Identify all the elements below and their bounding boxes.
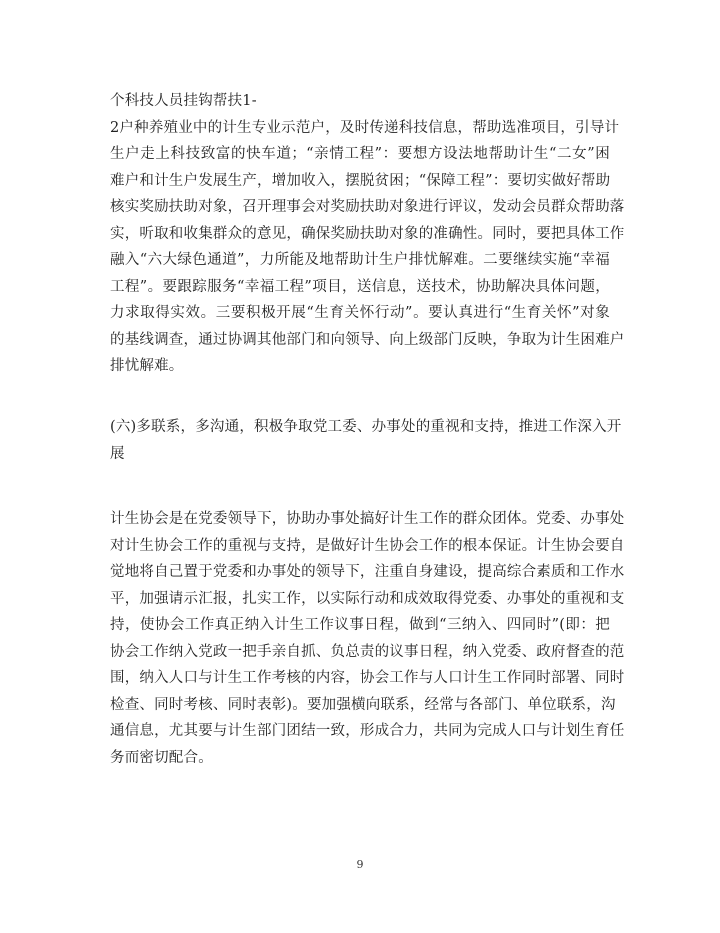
text-line: 围，纳入人口与计生工作考核的内容，协会工作与人口计生工作同时部署、同时 xyxy=(110,670,625,686)
text-line: 生户走上科技致富的快车道；“亲情工程”：要想方设法地帮助计生“二女”困 xyxy=(110,146,610,162)
text-line: 2户种养殖业中的计生专业示范户，及时传递科技信息，帮助选准项目，引导计 xyxy=(110,119,620,136)
text-line: 力求取得实效。三要积极开展“生育关怀行动”。要认真进行“生育关怀”对象 xyxy=(110,305,610,321)
text-line: 对计生协会工作的重视与支持，是做好计生协会工作的根本保证。计生协会要自 xyxy=(110,537,625,554)
text-line: 实，听取和收集群众的意见，确保奖励扶助对象的准确性。同时，要把具体工作 xyxy=(110,225,625,242)
text-line: 展 xyxy=(110,445,125,462)
text-line: 平，加强请示汇报，扎实工作，以实际行动和成效取得党委、办事处的重视和支 xyxy=(110,590,625,607)
text-line: 融入“六大绿色通道”，力所能及地帮助计生户排忧解难。二要继续实施“幸福 xyxy=(110,252,610,268)
page-number: 9 xyxy=(356,858,364,871)
text-line: 核实奖励扶助对象，召开理事会对奖励扶助对象进行评议，发动会员群众帮助落 xyxy=(110,199,625,215)
text-line: 排忧解难。 xyxy=(110,358,184,374)
text-line: 计生协会是在党委领导下，协助办事处搞好计生工作的群众团体。党委、办事处 xyxy=(110,511,625,527)
text-line: 协会工作纳入党政一把手亲自抓、负总责的议事日程，纳入党委、政府督查的范 xyxy=(110,643,625,660)
text-line: (六)多联系，多沟通，积极争取党工委、办事处的重视和支持，推进工作深入开 xyxy=(110,419,622,435)
text-line: 难户和计生户发展生产，增加收入，摆脱贫困；“保障工程”：要切实做好帮助 xyxy=(110,172,611,189)
text-line: 持，使协会工作真正纳入计生工作议事日程，做到“三纳入、四同时”(即：把 xyxy=(110,617,610,633)
paragraph-association-work xyxy=(110,506,625,771)
text-line: 觉地将自己置于党委和办事处的领导下，注重自身建设，提高综合素质和工作水 xyxy=(110,564,625,580)
text-line: 务而密切配合。 xyxy=(110,749,213,766)
section-heading-6 xyxy=(110,414,622,467)
paragraph-assistance-projects xyxy=(110,88,625,380)
text-line: 工程”。要跟踪服务“幸福工程”项目，送信息，送技术，协助解决具体问题， xyxy=(110,278,610,295)
text-line: 的基线调查，通过协调其他部门和向领导、向上级部门反映，争取为计生困难户 xyxy=(110,331,625,348)
text-line: 通信息，尤其要与计生部门团结一致，形成合力，共同为完成人口与计划生育任 xyxy=(110,723,625,739)
text-line: 个科技人员挂钩帮扶1- xyxy=(110,93,257,109)
text-line: 检查、同时考核、同时表彰)。要加强横向联系，经常与各部门、单位联系，沟 xyxy=(110,696,616,713)
